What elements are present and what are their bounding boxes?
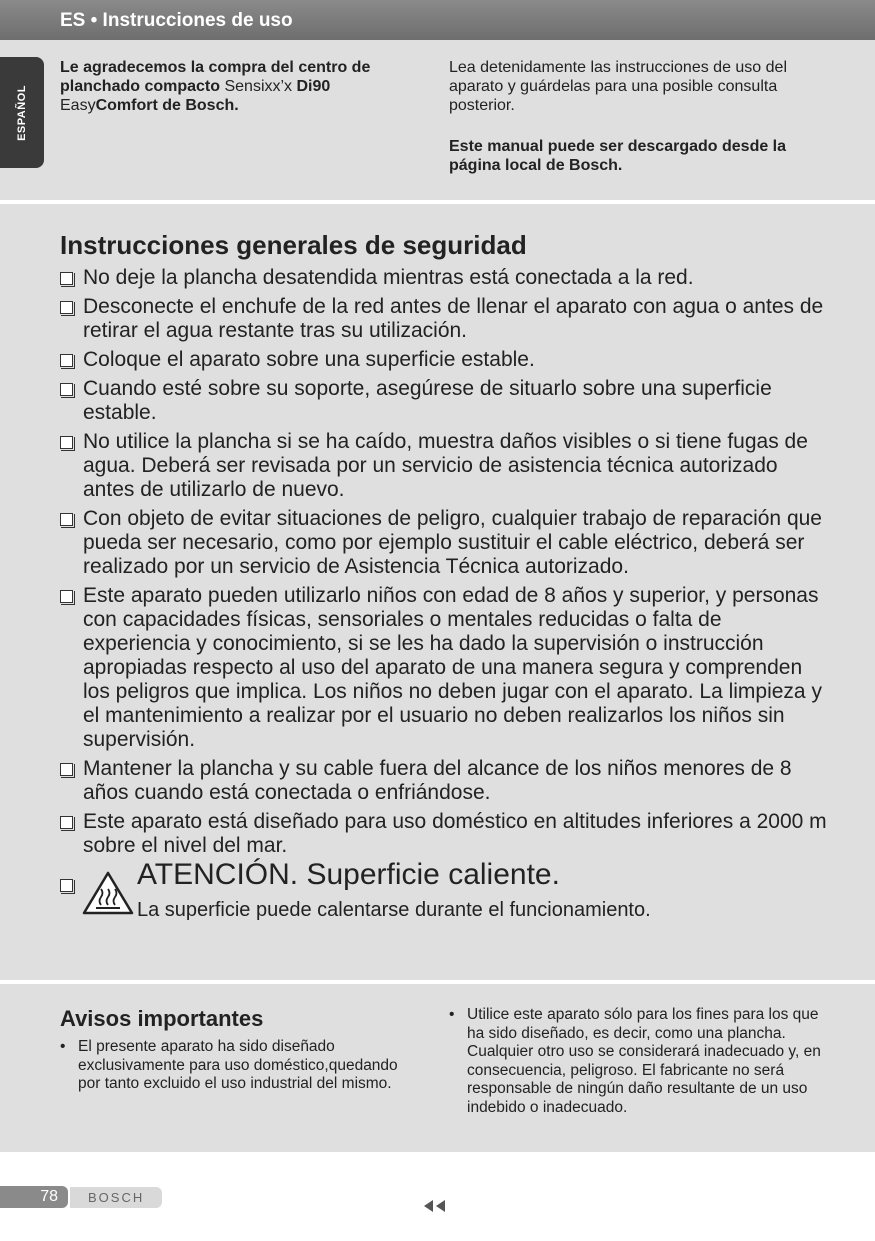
avisos-left-list: [60, 1038, 420, 1094]
checkbox-bullet-icon: [60, 436, 73, 449]
list-item: [60, 348, 830, 372]
safety-item-text: Este aparato está diseñado para uso doméstico en altitudes inferiores a 2000 m sobre el nivel del mar.: [83, 810, 827, 857]
intro-download-note: [449, 137, 829, 175]
list-item: [60, 507, 830, 579]
list-item: [449, 1006, 824, 1117]
avisos-item-text: Utilice este aparato sólo para los fines para los que ha sido diseñado, es decir, como una plancha. Cualquier otro uso se considerará inadecuado y, en consecuencia, peligroso. El fabricante no será responsable de ningún daño resultante de un uso indebido o inadecuado.: [467, 1006, 821, 1116]
list-item: [60, 377, 830, 425]
list-item: [60, 584, 830, 752]
bullet-icon: •: [449, 1006, 455, 1023]
checkbox-bullet-icon: [60, 590, 73, 603]
safety-item-text: Con objeto de evitar situaciones de peligro, cualquier trabajo de reparación que pueda ser necesario, como por ejemplo sustituir el cable eléctrico, deberá ser realizado por un servicio de Asistencia Técnica autorizado.: [83, 507, 822, 578]
safety-item-text: Coloque el aparato sobre una superficie estable.: [83, 348, 535, 371]
avisos-title: Avisos importantes: [60, 1006, 264, 1031]
list-item: [60, 295, 830, 343]
list-item: [60, 266, 830, 290]
safety-item-text: No deje la plancha desatendida mientras está conectada a la red.: [83, 266, 694, 289]
checkbox-bullet-icon: [60, 383, 73, 396]
attention-title: ATENCIÓN. Superficie caliente.: [137, 858, 560, 891]
checkbox-bullet-icon: [60, 354, 73, 367]
safety-section: [0, 204, 875, 980]
avisos-right-list: [449, 1006, 824, 1117]
bullet-icon: •: [60, 1038, 66, 1055]
safety-list: [60, 266, 830, 926]
hot-surface-warning-icon: [82, 871, 134, 915]
previous-page-icon[interactable]: [423, 1199, 449, 1213]
intro-normal-2: Easy: [60, 97, 96, 114]
intro-download-bold: Este manual puede ser descargado desde la página local de Bosch.: [449, 138, 787, 174]
safety-item-text: Desconecte el enchufe de la red antes de llenar el aparato con agua o antes de retirar el agua restante tras su utilización.: [83, 295, 824, 342]
intro-read-text: [449, 58, 829, 175]
safety-item-text: Cuando esté sobre su soporte, asegúrese de situarlo sobre una superficie estable.: [83, 377, 772, 424]
list-item: [60, 810, 830, 858]
language-tab-label: ESPAÑOL: [16, 84, 28, 141]
safety-item-text: Mantener la plancha y su cable fuera del alcance de los niños menores de 8 años cuando está conectada o enfriándose.: [83, 757, 792, 804]
checkbox-bullet-icon: [60, 272, 73, 285]
list-item: [60, 1038, 420, 1094]
intro-bold-3: Comfort de Bosch.: [95, 97, 239, 114]
checkbox-bullet-icon: [60, 879, 73, 892]
avisos-section: [0, 984, 875, 1152]
page-header-title: ES • Instrucciones de uso: [60, 10, 293, 31]
safety-item-text: No utilice la plancha si se ha caído, muestra daños visibles o si tiene fugas de agua. Deberá ser revisada por un servicio de asistencia técnica autorizado antes de utilizarlo de nuevo.: [83, 430, 808, 501]
avisos-item-text: El presente aparato ha sido diseñado exclusivamente para uso doméstico,quedando por tanto excluido el uso industrial del mismo.: [78, 1038, 398, 1092]
checkbox-bullet-icon: [60, 513, 73, 526]
list-item: [60, 430, 830, 502]
brand-label: BOSCH: [70, 1187, 162, 1208]
checkbox-bullet-icon: [60, 816, 73, 829]
intro-section: [0, 40, 875, 200]
language-tab[interactable]: [0, 57, 44, 168]
intro-read-instructions: Lea detenidamente las instrucciones de uso del aparato y guárdelas para una posible consulta posterior.: [449, 59, 787, 114]
intro-bold-1: Le agradecemos la compra del centro de planchado compacto: [60, 59, 371, 95]
attention-subtitle: La superficie puede calentarse durante el funcionamiento.: [137, 899, 651, 921]
header-bar: [0, 0, 875, 40]
intro-bold-2: Di90: [296, 78, 331, 95]
checkbox-bullet-icon: [60, 301, 73, 314]
safety-item-text: Este aparato pueden utilizarlo niños con edad de 8 años y superior, y personas con capacidades físicas, sensoriales o mentales reducidas o falta de experiencia y conocimiento, si se les ha dado la supervisión o instrucción apropiadas respecto al uso del aparato de una manera segura y comprenden los peligros que implica. Los niños no deben jugar con el aparato. La limpieza y el mantenimiento a realizar por el usuario no deben realizarlos los niños sin supervisión.: [83, 584, 822, 751]
safety-title: Instrucciones generales de seguridad: [60, 230, 527, 260]
list-item: [60, 757, 830, 805]
page-number: 78: [0, 1186, 68, 1208]
intro-normal-1: Sensixx’x: [220, 78, 297, 95]
attention-item: [60, 858, 830, 921]
checkbox-bullet-icon: [60, 763, 73, 776]
intro-thanks-text: [60, 58, 425, 115]
